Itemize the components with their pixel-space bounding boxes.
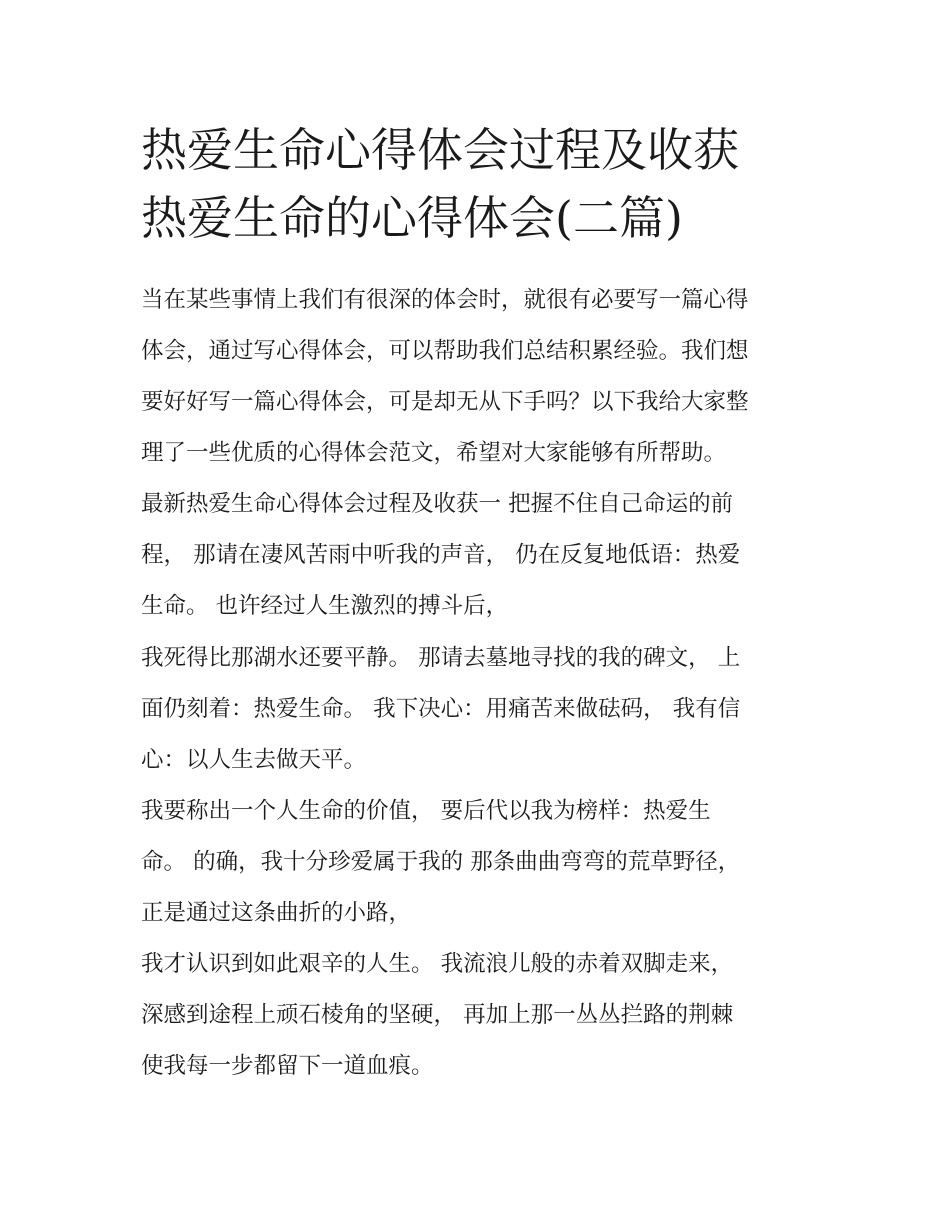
- body-line-11: 我要称出一个人生命的价值， 要后代以我为榜样：热爱生: [141, 798, 711, 824]
- body-line-16: 使我每一步都留下一道血痕。: [141, 1053, 434, 1079]
- body-line-4: 理了一些优质的心得体会范文，希望对大家能够有所帮助。: [141, 440, 727, 466]
- body-line-15: 深感到途程上顽石棱角的坚硬， 再加上那一丛丛拦路的荆棘: [141, 1002, 734, 1028]
- body-line-3: 要好好写一篇心得体会，可是却无从下手吗？以下我给大家整: [141, 389, 749, 415]
- title-line-1: 热爱生命心得体会过程及收获: [141, 123, 739, 177]
- document-title: [141, 116, 841, 252]
- body-line-10: 心：以人生去做天平。: [141, 747, 367, 773]
- title-line-2: 热爱生命的心得体会(二篇): [141, 191, 683, 245]
- body-line-13: 正是通过这条曲折的小路，: [141, 900, 412, 926]
- body-line-1: 当在某些事情上我们有很深的体会时，就很有必要写一篇心得: [141, 287, 749, 313]
- body-line-9: 面仍刻着：热爱生命。 我下决心：用痛苦来做砝码， 我有信: [141, 696, 741, 722]
- body-line-2: 体会，通过写心得体会，可以帮助我们总结积累经验。我们想: [141, 338, 749, 364]
- body-line-6: 程， 那请在凄风苦雨中听我的声音， 仍在反复地低语：热爱: [141, 542, 741, 568]
- body-line-8: 我死得比那湖水还要平静。 那请去墓地寻找的我的碑文， 上: [141, 645, 741, 671]
- body-line-7: 生命。 也许经过人生激烈的搏斗后，: [141, 593, 509, 619]
- body-line-5: 最新热爱生命心得体会过程及收获一 把握不住自己命运的前: [141, 491, 734, 517]
- body-line-14: 我才认识到如此艰辛的人生。 我流浪儿般的赤着双脚走来，: [141, 951, 734, 977]
- body-line-12: 命。 的确，我十分珍爱属于我的 那条曲曲弯弯的荒草野径，: [141, 849, 741, 875]
